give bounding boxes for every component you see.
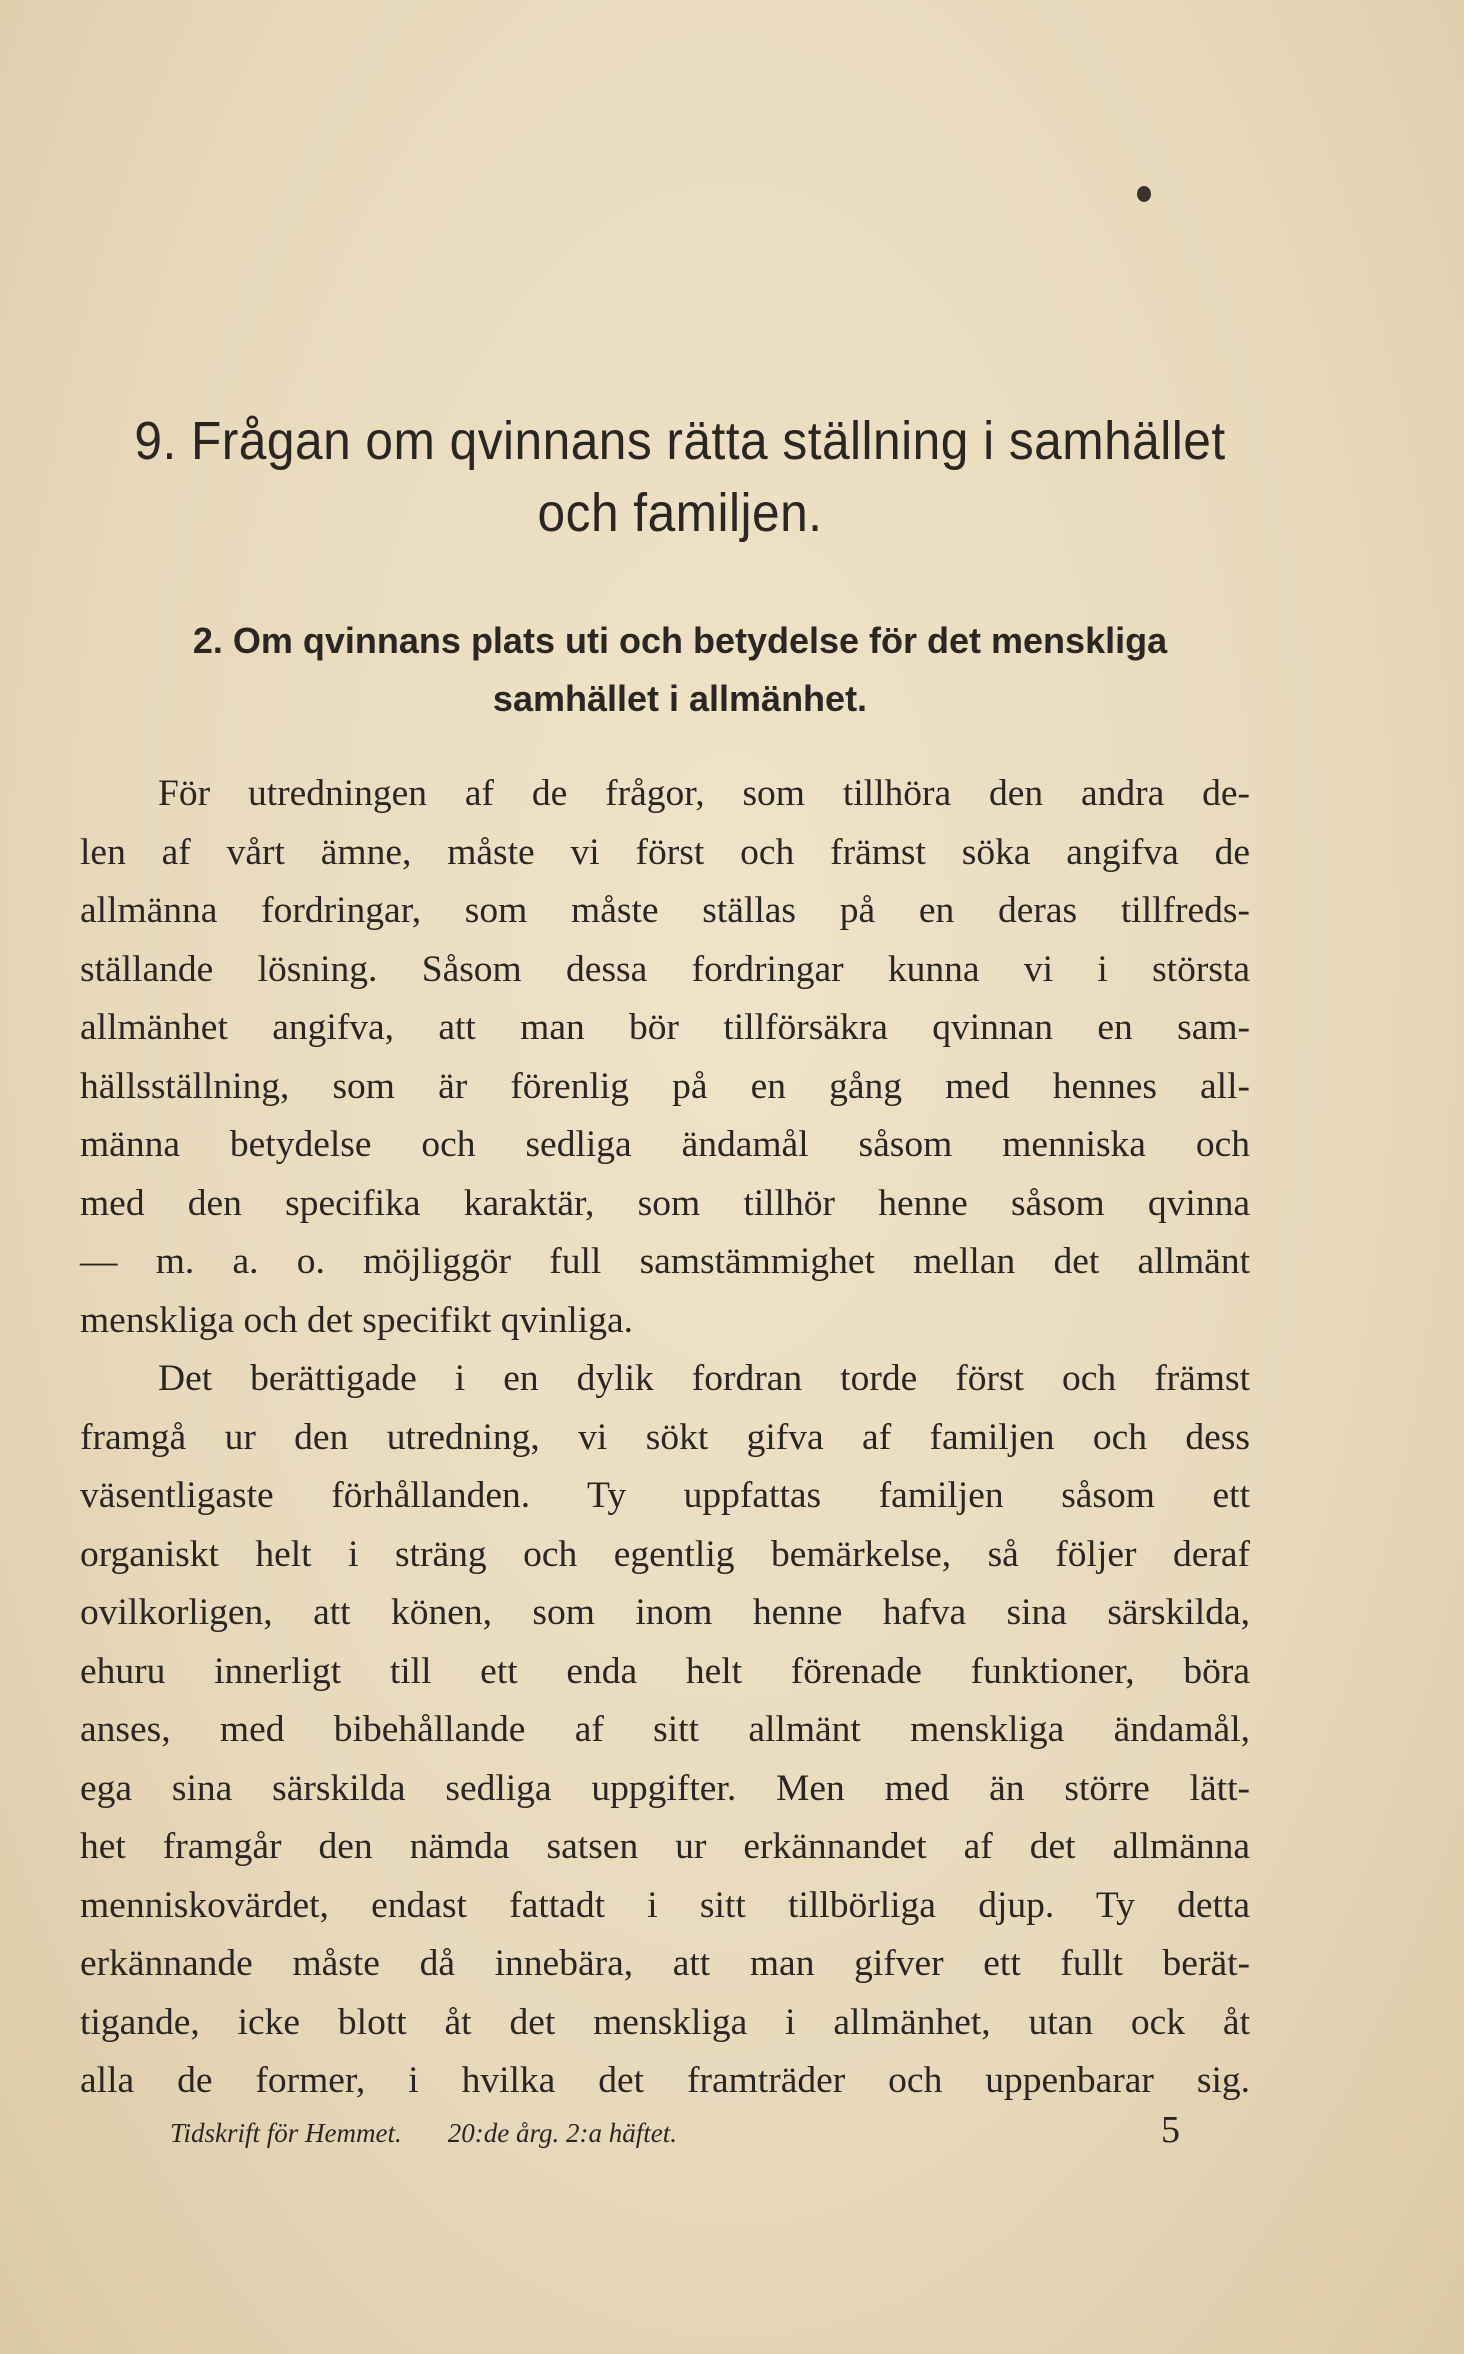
body-line: — m. a. o. möjliggör full samstämmighet mellan det allmänt xyxy=(80,1241,1250,1282)
section-title xyxy=(110,612,1250,728)
body-line: framgå ur den utredning, vi sökt gifva af familjen och dess xyxy=(80,1416,1250,1458)
section-title-line-2: samhället i allmänhet. xyxy=(492,678,868,719)
journal-name: Tidskrift för Hemmet. xyxy=(170,2118,402,2148)
body-line: väsentligaste förhållanden. Ty uppfattas familjen såsom ett xyxy=(80,1475,1250,1516)
body-line: Det berättigade i en dylik fordran torde först och främst xyxy=(158,1358,1250,1399)
section-title-line-1: 2. Om qvinnans plats uti och betydelse för det menskliga xyxy=(192,620,1168,661)
body-line: allmänhet angifva, att man bör tillförsäkra qvinnan en sam- xyxy=(80,1007,1250,1048)
page-number: 5 xyxy=(1161,2109,1180,2151)
page-footer xyxy=(170,2108,1180,2152)
body-line: het framgår den nämda satsen ur erkännandet af det allmänna xyxy=(80,1826,1250,1867)
body-line: hällsställning, som är förenlig på en gång med hennes all- xyxy=(80,1065,1250,1107)
body-line: organiskt helt i sträng och egentlig bemärkelse, så följer deraf xyxy=(80,1533,1250,1575)
body-line: tigande, icke blott åt det menskliga i allmänhet, utan ock åt xyxy=(80,2001,1250,2043)
body-line: ehuru innerligt till ett enda helt förenade funktioner, böra xyxy=(80,1650,1250,1692)
body-line: menniskovärdet, endast fattadt i sitt tillbörliga djup. Ty detta xyxy=(80,1884,1250,1926)
body-line: allmänna fordringar, som måste ställas på en deras tillfreds- xyxy=(80,890,1250,931)
body-line: med den specifika karaktär, som tillhör henne såsom qvinna xyxy=(80,1182,1250,1224)
body-line: alla de former, i hvilka det framträder och uppenbarar sig. xyxy=(80,2060,1250,2101)
issue-info: 20:de årg. 2:a häftet. xyxy=(447,2118,677,2148)
body-line: För utredningen af de frågor, som tillhöra den andra de- xyxy=(158,773,1250,814)
body-line: anses, med bibehållande af sitt allmänt menskliga ändamål, xyxy=(80,1709,1250,1750)
body-line: ega sina särskilda sedliga uppgifter. Men med än större lätt- xyxy=(80,1767,1250,1809)
body-line: männa betydelse och sedliga ändamål såsom menniska och xyxy=(80,1124,1250,1165)
body-line: menskliga och det specifikt qvinliga. xyxy=(80,1299,633,1341)
chapter-title xyxy=(128,405,1232,549)
body-line: ovilkorligen, att könen, som inom henne hafva sina särskilda, xyxy=(80,1592,1250,1633)
body-text xyxy=(80,765,1250,2111)
ink-spot xyxy=(1137,186,1151,202)
chapter-title-line-2: och familjen. xyxy=(537,483,823,543)
body-line: len af vårt ämne, måste vi först och främst söka angifva de xyxy=(80,831,1250,873)
body-line: erkännande måste då innebära, att man gifver ett fullt berät- xyxy=(80,1943,1250,1984)
body-line: ställande lösning. Såsom dessa fordringar kunna vi i största xyxy=(80,948,1250,990)
chapter-title-line-1: 9. Frågan om qvinnans rätta ställning i samhället xyxy=(134,411,1226,471)
